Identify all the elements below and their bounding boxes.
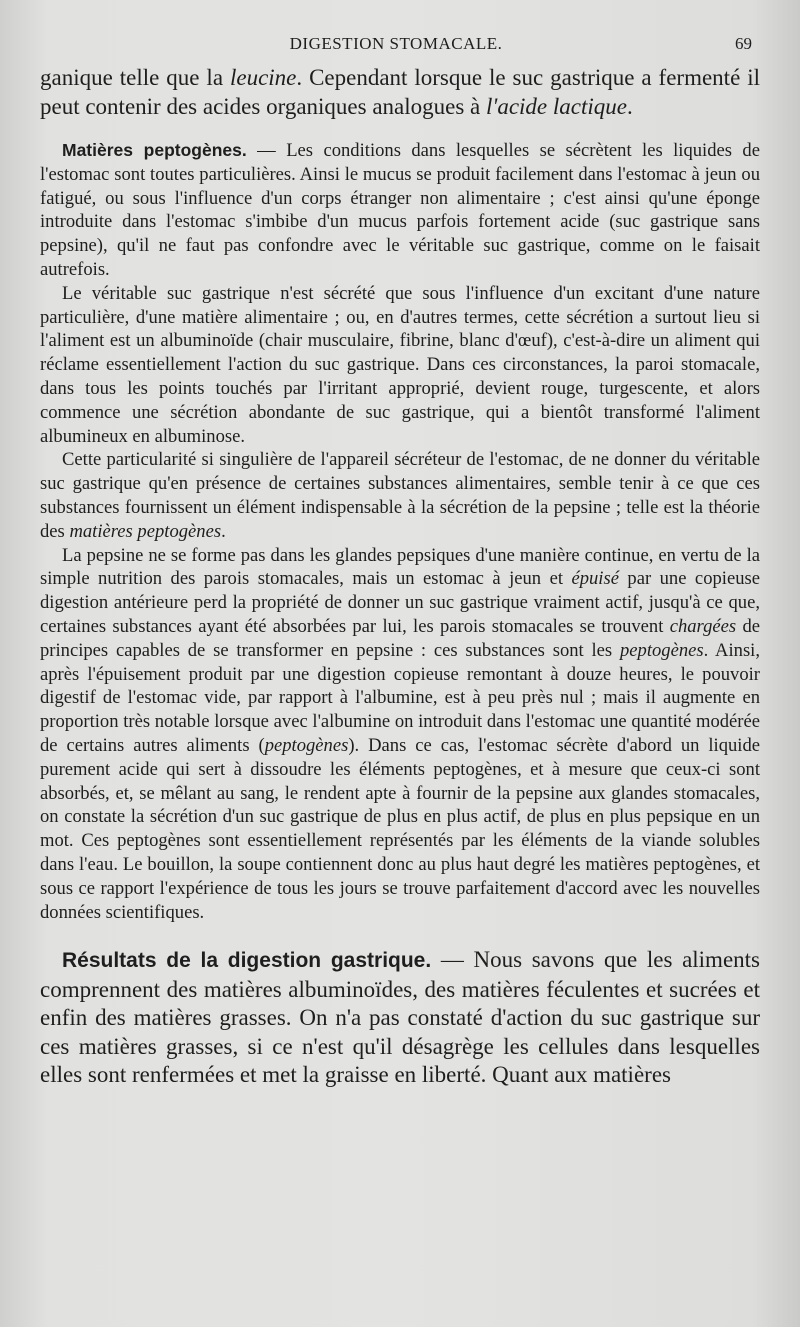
paragraph-continuation: ganique telle que la leucine. Cependant lorsque le suc gastrique a fermenté il peut contenir des acides organiques analogues à l'acide lactique.: [40, 65, 760, 119]
running-title: DIGESTION STOMACALE.: [289, 34, 503, 53]
page-header: [40, 34, 752, 58]
paragraph-resultats: Résultats de la digestion gastrique. — Nous savons que les aliments comprennent des matières albuminoïdes, des matières féculentes et sucrées et enfin des matières grasses. On n'a pas constaté d'action du suc gastrique sur ces matières grasses, si ce n'est qu'il désagrège les cellules dans lesquelles elles sont renfermées et met la graisse en liberté. Quant aux matières: [40, 947, 760, 1088]
section-heading-resultats: Résultats de la digestion gastrique.: [62, 949, 432, 973]
page-number: 69: [735, 34, 752, 53]
paragraph-peptogenes: Matières peptogènes. — Les conditions dans lesquelles se sécrètent les liquides de l'estomac sont toutes particulières. Ainsi le mucus se produit facilement dans l'estomac à jeun ou fatigué, ou sous l'influence d'un corps étranger non alimentaire ; c'est ainsi qu'une éponge introduite dans l'estomac s'imbibe d'un mucus parfois fortement acide (suc gastrique sans pepsine), qu'il ne faut pas confondre avec le véritable suc gastrique, comme on le faisait autrefois.: [40, 140, 760, 280]
paragraph-pepsine: La pepsine ne se forme pas dans les glandes pepsiques d'une manière continue, en vertu de la simple nutrition des parois stomacales, mais un estomac à jeun et épuisé par une copieuse digestion antérieure perd la propriété de donner un suc gastrique vraiment actif, jusqu'à ce que, certaines substances ayant été absorbées par lui, les parois stomacales se trouvent chargées de principes capables de se transformer en pepsine : ces substances sont les peptogènes. Ainsi, après l'épuisement produit par une digestion copieuse remontant à douze heures, le pouvoir digestif de l'estomac vide, par rapport à l'albumine, est à peu près nul ; mais il augmente en proportion très notable lorsque avec l'albumine on introduit dans l'estomac une quantité modérée de certains autres aliments (peptogènes). Dans ce cas, l'estomac sécrète d'abord un liquide purement acide qui sert à dissoudre les éléments peptogènes, et à mesure que ceux-ci sont absorbés, et, se mêlant au sang, le rendent apte à fournir de la pepsine aux glandes stomacales, on constate la sécrétion d'un suc gastrique de plus en plus actif, de plus en plus pepsique en un mot. Ces peptogènes sont essentiellement représentés par les éléments de la viande solubles dans l'eau. Le bouillon, la soupe contiennent donc au plus haut degré les matières peptogènes, et sous ce rapport l'expérience de tous les jours se trouve parfaitement d'accord avec les nouvelles données scientifiques.: [40, 544, 760, 923]
section-heading-peptogenes: Matières peptogènes.: [62, 140, 247, 160]
paragraph-particularite: Cette particularité si singulière de l'appareil sécréteur de l'estomac, de ne donner du véritable suc gastrique qu'en présence de certaines substances alimentaires, semble tenir à ce que ces substances fournissent un élément indispensable à la sécrétion de la pepsine ; telle est la théorie des matières peptogènes.: [40, 449, 760, 542]
page-body: [40, 64, 760, 1090]
paragraph-veritable-suc: Le véritable suc gastrique n'est sécrété que sous l'influence d'un excitant d'une nature particulière, d'une matière alimentaire ; ou, en d'autres termes, cette sécrétion a surtout lieu si l'aliment est un albuminoïde (chair musculaire, fibrine, blanc d'œuf), c'est-à-dire un aliment qui réclame essentiellement l'action du suc gastrique. Dans ces circonstances, la paroi stomacale, dans tous les points touchés par l'irritant approprié, devient rouge, turgescente, et alors commence une sécrétion abondante de suc gastrique, qui a bientôt transformé l'aliment albumineux en albuminose.: [40, 282, 760, 447]
